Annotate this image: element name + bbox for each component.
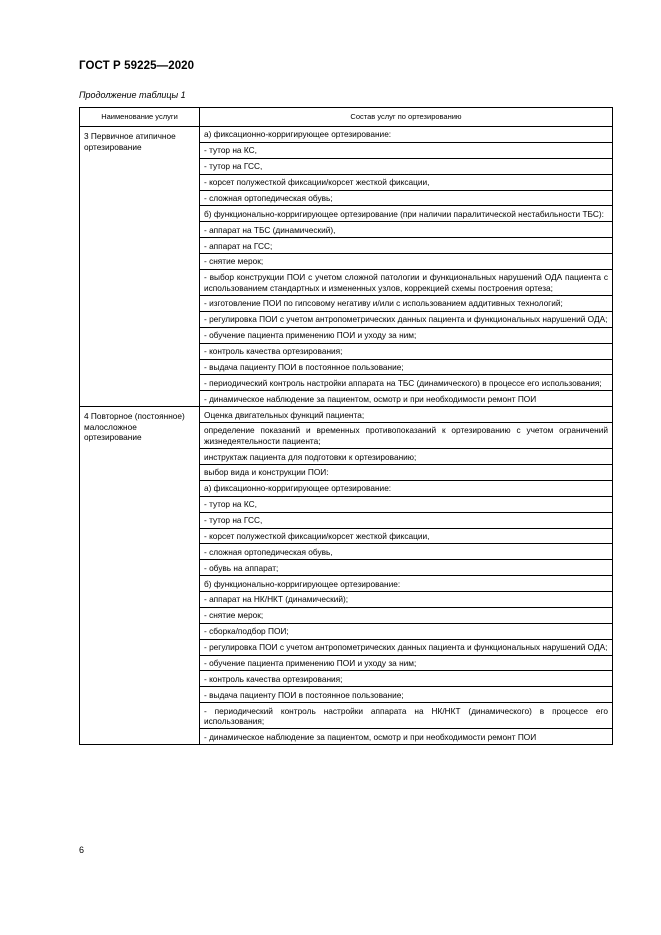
column-header-service-name: Наименование услуги (80, 108, 200, 127)
service-item: - контроль качества ортезирования; (200, 671, 612, 687)
service-name-cell: 3 Первичное атипичное ортезирование (80, 127, 200, 407)
service-item: а) фиксационно-корригирующее ортезирование: (200, 127, 612, 143)
service-item: - выдача пациенту ПОИ в постоянное пользование; (200, 360, 612, 376)
service-item: - аппарат на ГСС; (200, 238, 612, 254)
service-item: Оценка двигательных функций пациента; (200, 407, 612, 423)
service-item: - регулировка ПОИ с учетом антропометрических данных пациента и функциональных нарушений ОДА; (200, 312, 612, 328)
service-item: - выбор конструкции ПОИ с учетом сложной патологии и функциональных нарушений ОДА пациента с использованием стандартных и измененных узлов, коррекцией схемы построения ортеза; (200, 270, 612, 296)
service-composition-cell (200, 407, 613, 745)
service-item: - динамическое наблюдение за пациентом, осмотр и при необходимости ремонт ПОИ (204, 393, 537, 404)
service-name-cell: 4 Повторное (постоянное) малосложное ортезирование (80, 407, 200, 745)
service-item: - обувь на аппарат; (200, 560, 612, 576)
service-item: - снятие мерок; (200, 254, 612, 270)
service-item: - сложная ортопедическая обувь, (200, 544, 612, 560)
service-item: - снятие мерок; (200, 608, 612, 624)
service-item: - тутор на ГСС, (200, 159, 612, 175)
service-item: - корсет полужесткой фиксации/корсет жесткой фиксации, (200, 529, 612, 545)
service-item: - периодический контроль настройки аппарата на НК/НКТ (динамического) в процессе его использования; (200, 703, 612, 729)
service-composition-cell (200, 127, 613, 407)
service-item: - тутор на ГСС, (200, 513, 612, 529)
page-number: 6 (79, 845, 85, 855)
service-item: - регулировка ПОИ с учетом антропометрических данных пациента и функциональных нарушений ОДА; (200, 640, 612, 656)
table-caption: Продолжение таблицы 1 (79, 90, 186, 100)
service-item: - тутор на КС, (200, 143, 612, 159)
service-item: а) фиксационно-корригирующее ортезирование: (200, 481, 612, 497)
service-item: инструктаж пациента для подготовки к ортезированию; (200, 449, 612, 465)
service-item: - сборка/подбор ПОИ; (200, 624, 612, 640)
service-item: - аппарат на НК/НКТ (динамический); (200, 592, 612, 608)
standard-code: ГОСТ Р 59225—2020 (79, 60, 195, 72)
column-header-service-composition: Состав услуг по ортезированию (200, 108, 613, 127)
service-item: б) функционально-корригирующее ортезирование (при наличии паралитической нестабильности ТБС): (200, 206, 612, 222)
table-row (80, 407, 613, 745)
service-item: - аппарат на ТБС (динамический), (200, 222, 612, 238)
service-item: - изготовление ПОИ по гипсовому негативу и/или с использованием аддитивных технологий; (200, 296, 612, 312)
service-item: - сложная ортопедическая обувь; (200, 191, 612, 207)
services-table (79, 107, 613, 745)
service-item: - контроль качества ортезирования; (200, 344, 612, 360)
table-row (80, 127, 613, 407)
service-item: - периодический контроль настройки аппарата на ТБС (динамического) в процессе его использования; (200, 375, 612, 391)
table-header-row (80, 108, 613, 127)
service-item: - корсет полужесткой фиксации/корсет жесткой фиксации, (200, 175, 612, 191)
service-item: б) функционально-корригирующее ортезирование: (200, 576, 612, 592)
service-item: - динамическое наблюдение за пациентом, осмотр и при необходимости ремонт ПОИ (204, 731, 537, 742)
service-item: - выдача пациенту ПОИ в постоянное пользование; (200, 687, 612, 703)
service-item: - обучение пациента применению ПОИ и уходу за ним; (200, 656, 612, 672)
service-item: определение показаний и временных противопоказаний к ортезированию с учетом ограничений жизнедеятельности пациента; (200, 423, 612, 449)
service-item: - тутор на КС, (200, 497, 612, 513)
service-item: - обучение пациента применению ПОИ и уходу за ним; (200, 328, 612, 344)
service-item: выбор вида и конструкции ПОИ: (200, 465, 612, 481)
